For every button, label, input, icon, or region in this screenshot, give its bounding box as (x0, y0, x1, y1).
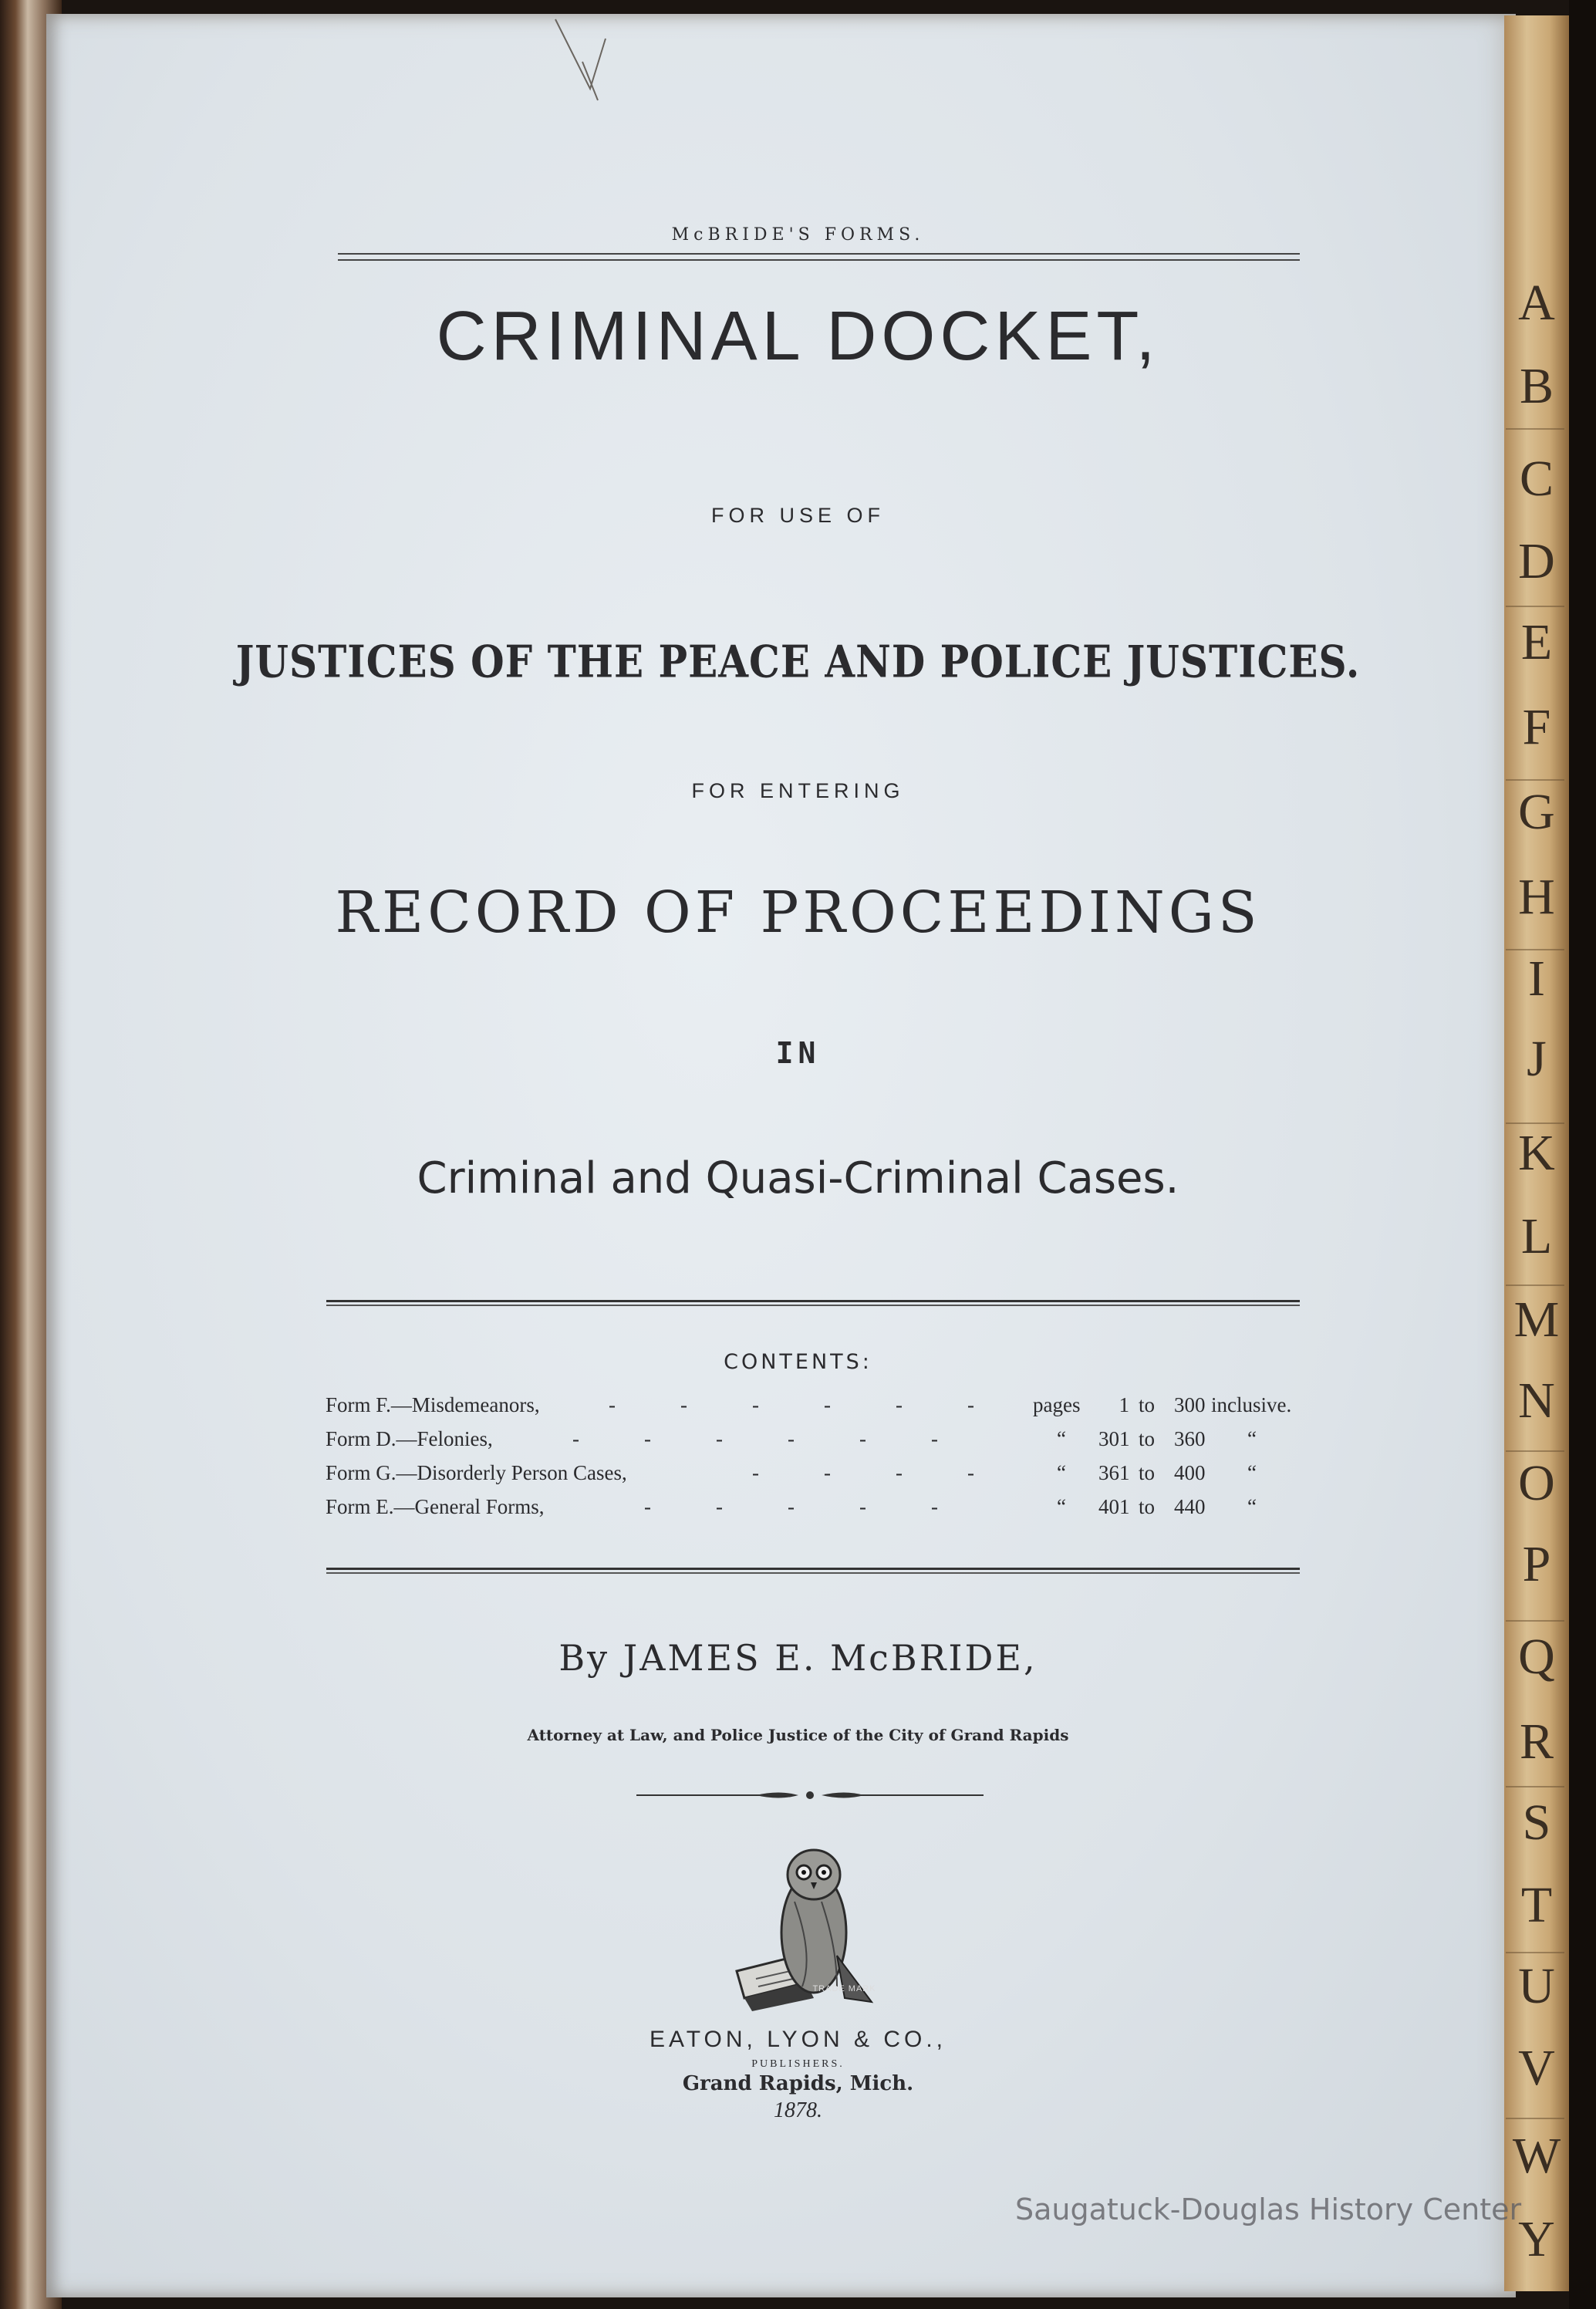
contents-row-to-word: to (1139, 1495, 1156, 1518)
index-tab[interactable]: F (1522, 699, 1551, 755)
contents-row-to-word: to (1139, 1393, 1156, 1416)
contents-row-pages-word: “ (1057, 1427, 1066, 1450)
index-tab[interactable]: E (1520, 614, 1553, 670)
trade-mark-text: TRADE MARK (812, 1984, 876, 1993)
contents-row: Form G.—Disorderly Person Cases, - - - - “ 361 to 400 “ (326, 1461, 1257, 1484)
index-tab[interactable]: C (1519, 451, 1554, 507)
contents-row-pages-word: pages (1033, 1393, 1081, 1416)
author-line: By JAMES E. McBRIDE, (558, 1637, 1038, 1679)
contents-row-suffix: “ (1247, 1461, 1257, 1484)
page-right-shadow (1569, 0, 1596, 2309)
index-tab[interactable]: I (1528, 950, 1545, 1007)
record-heading: RECORD OF PROCEEDINGS (335, 879, 1261, 946)
contents-row-to-word: to (1139, 1461, 1156, 1484)
contents-row-upto: 400 (1174, 1461, 1206, 1484)
tab-divider (1506, 779, 1564, 781)
contents-rule-bottom (326, 1568, 1300, 1574)
publication-year: 1878. (774, 2098, 822, 2122)
tab-divider (1506, 949, 1564, 950)
index-tab[interactable]: M (1513, 1291, 1560, 1348)
publishers-label: PUBLISHERS. (751, 2058, 845, 2070)
contents-row: Form D.—Felonies, - - - - - - “ 301 to 360 “ (326, 1427, 1257, 1450)
tab-divider (1506, 1284, 1564, 1286)
in-word: IN (775, 1036, 821, 1070)
contents-row-from: 1 (1119, 1393, 1129, 1416)
series-rule-bottom (338, 259, 1300, 261)
index-tab[interactable]: U (1518, 1958, 1555, 2014)
contents-row-upto: 440 (1174, 1495, 1206, 1518)
for-use-of-text: FOR USE OF (710, 504, 885, 527)
contents-heading: CONTENTS: (724, 1350, 872, 1374)
index-tab[interactable]: O (1518, 1455, 1555, 1511)
index-tab[interactable]: H (1518, 869, 1555, 925)
decorative-rule-ornament (633, 1784, 987, 1807)
publisher-name: EATON, LYON & CO., (649, 2027, 947, 2052)
tab-divider (1506, 606, 1564, 607)
index-tab[interactable]: V (1518, 2040, 1555, 2096)
contents-row-from: 401 (1098, 1495, 1130, 1518)
contents-row-to-word: to (1139, 1427, 1156, 1450)
publisher-city: Grand Rapids, Mich. (682, 2072, 914, 2095)
index-tab[interactable]: R (1519, 1713, 1554, 1770)
contents-row: Form F.—Misdemeanors, - - - - - - pages 1 to 300 inclusive. (326, 1393, 1292, 1416)
contents-row-suffix: inclusive. (1211, 1393, 1292, 1416)
index-tab[interactable]: B (1519, 358, 1554, 414)
contents-row-label: Form F.—Misdemeanors, (326, 1393, 540, 1416)
tab-divider (1506, 428, 1564, 430)
index-tab[interactable]: P (1522, 1536, 1551, 1592)
page-title: CRIMINAL DOCKET, (436, 298, 1160, 375)
watermark-text: Saugatuck-Douglas History Center (1015, 2193, 1522, 2226)
index-tab[interactable]: W (1512, 2128, 1561, 2184)
series-label: McBRIDE'S FORMS. (671, 225, 925, 245)
tab-divider (1506, 1952, 1564, 1953)
index-tab[interactable]: Q (1518, 1629, 1555, 1685)
index-tab[interactable]: A (1518, 275, 1555, 331)
index-tab[interactable]: K (1518, 1125, 1555, 1181)
tab-divider (1506, 1450, 1564, 1452)
contents-row-pages-word: “ (1057, 1461, 1066, 1484)
index-tab[interactable]: Y (1518, 2211, 1555, 2267)
index-tab[interactable]: G (1518, 784, 1555, 840)
index-tab[interactable]: N (1518, 1372, 1555, 1429)
contents-row-suffix: “ (1247, 1427, 1257, 1450)
cases-heading: Criminal and Quasi-Criminal Cases. (417, 1153, 1179, 1203)
contents-row-from: 301 (1098, 1427, 1130, 1450)
contents-row-label: Form E.—General Forms, (326, 1495, 545, 1518)
index-tab[interactable]: D (1518, 533, 1555, 589)
contents-row-upto: 360 (1174, 1427, 1206, 1450)
tab-divider (1506, 1122, 1564, 1124)
contents-row-suffix: “ (1247, 1495, 1257, 1518)
index-tab[interactable]: S (1522, 1794, 1551, 1851)
author-title: Attorney at Law, and Police Justice of the City of Grand Rapids (527, 1726, 1069, 1744)
contents-row-from: 361 (1098, 1461, 1130, 1484)
index-tab[interactable]: J (1527, 1031, 1547, 1087)
tab-divider (1506, 1620, 1564, 1622)
index-tab[interactable]: T (1520, 1877, 1553, 1933)
contents-row-pages-word: “ (1057, 1495, 1066, 1518)
series-rule-top (338, 253, 1300, 255)
index-tab[interactable]: L (1520, 1208, 1553, 1264)
contents-row: Form E.—General Forms, - - - - - “ 401 to 440 “ (326, 1495, 1257, 1518)
contents-rule-top (326, 1300, 1300, 1306)
contents-row-label: Form D.—Felonies, (326, 1427, 493, 1450)
for-entering-text: FOR ENTERING (691, 779, 905, 802)
contents-row-upto: 300 (1174, 1393, 1206, 1416)
tab-divider (1506, 2118, 1564, 2119)
contents-row-label: Form G.—Disorderly Person Cases, (326, 1461, 627, 1484)
page-notch-mark (552, 15, 644, 108)
justices-heading: JUSTICES OF THE PEACE AND POLICE JUSTICES. (235, 635, 1361, 688)
tab-divider (1506, 1786, 1564, 1787)
